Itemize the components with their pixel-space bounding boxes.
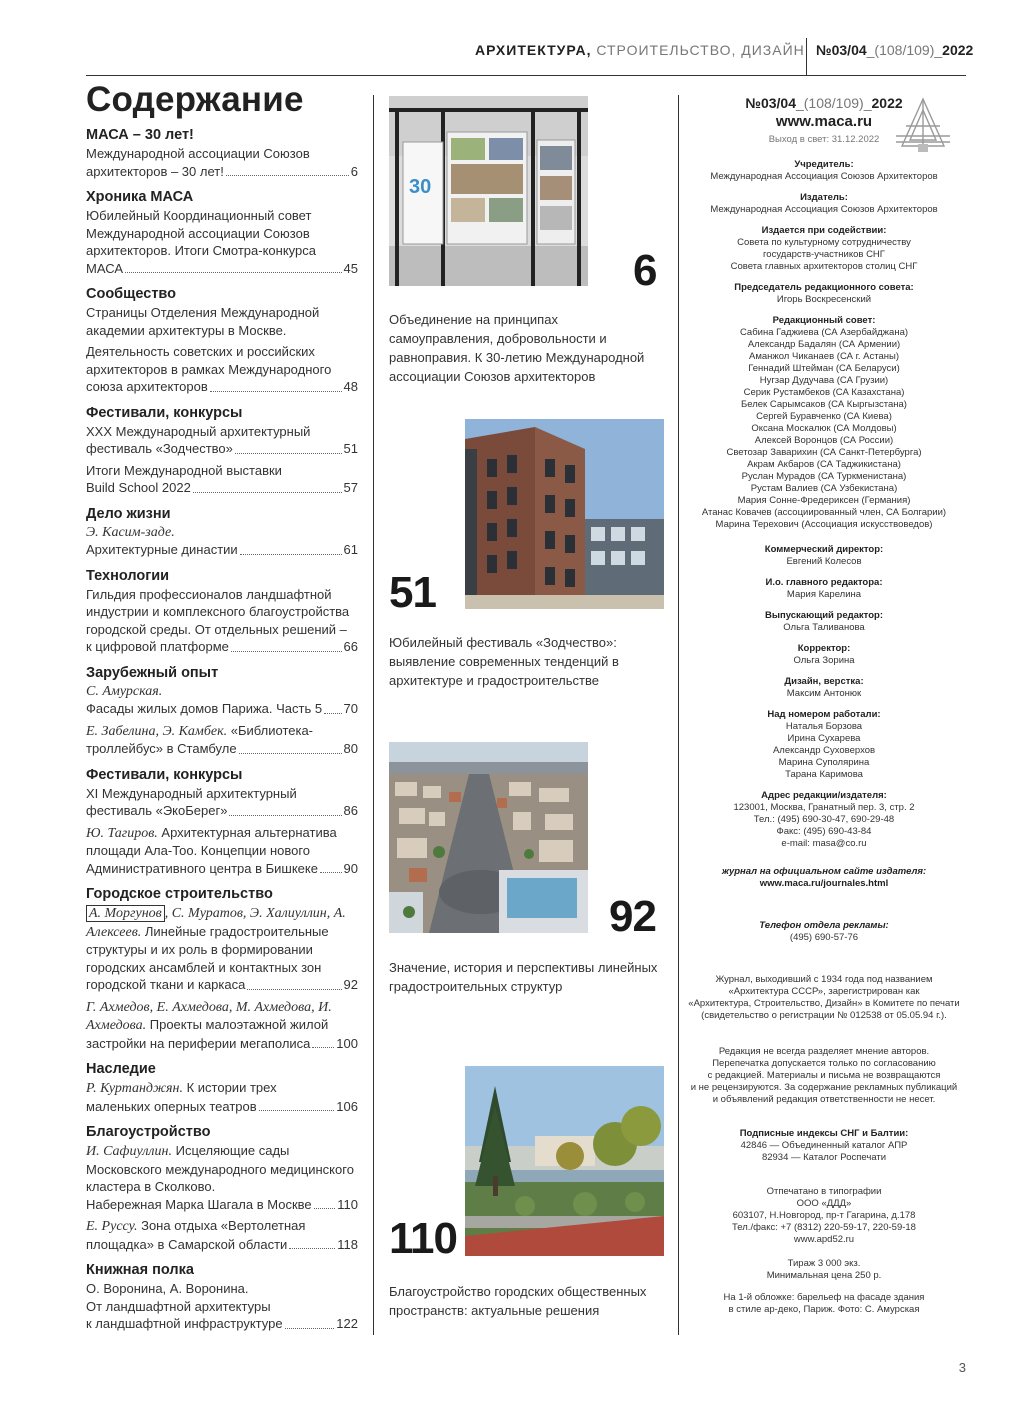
page-ref: 110 [337,1196,358,1212]
toc-section [86,126,358,180]
imprint [680,95,968,1316]
feature-page-number: 110 [389,1214,457,1263]
toc-entry[interactable]: Юбилейный Координационный совет Международной ассоциации Союзов архитекторов. Итоги Смотра-конкурса МАСА 45 [86,208,358,276]
imprint-block: Дизайн, верстка: Максим Антонюк [784,676,864,699]
imprint-website-link[interactable]: www.maca.ru [775,113,873,130]
toc-entry[interactable]: Э. Касим-заде. Архитектурные династии 61 [86,524,358,557]
imprint-date: Выход в свет: 31.12.2022 [768,134,880,145]
toc-entry[interactable]: И. Сафиуллин. Исцеляющие сады Московского международного медицинского кластера в Сколково. Набережная Марка Шагала в Москве 110 [86,1143,358,1212]
toc-entry[interactable]: Е. Руссу. Зона отдыха «Вертолетная площадка» в Самарской области 118 [86,1218,358,1252]
imprint-block: Председатель редакционного совета: Игорь Воскресенский [734,282,914,305]
imprint-block: Издатель: Международная Ассоциация Союзов Архитекторов [710,192,938,215]
printer-website-link[interactable]: www.apd52.ru [793,1234,855,1245]
toc-entry[interactable]: Международной ассоциации Союзов архитекторов – 30 лет! 6 [86,146,358,179]
toc-entry[interactable]: Гильдия профессионалов ландшафтной индустрии и комплексного благоустройства городской среды. От отдельных решений – к цифровой платформе 66 [86,586,358,654]
cover-credit: На 1-й обложке: барельеф на фасаде здания в стиле ар-деко, Париж. Фото: С. Амурская [723,1292,925,1315]
imprint-block: Над номером работали: Наталья Борзова Ирина Сухарева Александр Суховерхов Марина Суполярина Тарана Каримова [767,709,881,780]
toc-section [86,1261,358,1333]
page-ref: 92 [343,977,358,992]
section-heading: Городское строительство [86,886,273,902]
imprint-block: Коммерческий директор: Евгений Колесов [764,544,884,567]
toc-entry[interactable]: О. Воронина, А. Воронина. От ландшафтной архитектуры к ландшафтной инфраструктуре 122 [86,1281,358,1331]
header-rule [86,75,966,76]
feature-caption: Юбилейный фестиваль «Зодчество»: выявление современных тенденций в архитектуре и градостроительстве [389,635,619,688]
section-heading: Наследие [86,1061,156,1077]
toc-entry[interactable]: Итоги Международной выставки Build School 2022 57 [86,462,358,495]
toc-entry[interactable]: XXX Международный архитектурный фестиваль «Зодчество» 51 [86,423,358,456]
table-of-contents [86,80,358,1341]
column-divider-left [373,95,374,1335]
editorial-board: Редакционный совет: Сабина Гаджиева (СА Азербайджана) Александр Бадалян (СА Армении) Аманжол Чиканаев (СА г. Астаны) Геннадий Штейман (СА Беларуси) Нугзар Дудучава (СА Грузии) Серик Рустамбеков (СА Казахстана) Белек Сарымсаков (СА Кыргызстана) Сергей Буравченко (СА Киева) Оксана Москалюк (СА Молдовы) Алексей Воронцов (СА России) Светозар Заварихин (СА Санкт-Петербурга) Акрам Акбаров (СА Таджикистана) Руслан Мурадов (СА Туркменистана) Рустам Валиев (СА Узбекистана) Мария Сонне-Фредериксен (Германия) Атанас Ковачев (ассоциированный член, СА Болгарии) Марина Терехович (Ассоциация искусствоведов) [701,315,947,530]
section-heading: Дело жизни [86,505,171,522]
toc-section [86,188,358,277]
imprint-block: журнал на официальном сайте издателя: www.maca.ru/journales.html [680,866,968,890]
page-ref: 80 [343,741,358,756]
page-ref: 70 [343,701,358,716]
photo-aerial-city[interactable] [389,742,588,933]
toc-entry[interactable]: Р. Куртанджян. К истории трех маленьких оперных театров 106 [86,1080,358,1114]
page-ref: 122 [336,1316,358,1331]
toc-entry[interactable]: А. Моргунов , С. Муратов, Э. Халиуллин, А. Алексеев. Линейные градостроительные структуры и их роль в формировании городских ансамблей и контактных зон городской ткани и каркаса 92 [86,906,358,992]
page-ref: 118 [337,1236,358,1252]
imprint-address: Адрес редакции/издателя: 123001, Москва, Гранатный пер. 3, стр. 2 Тел.: (495) 690-30-47, 690-29-48 Факс: (495) 690-43-84 e-mail: masa@co.ru [680,790,968,850]
imprint-block: Корректор: Ольга Зорина [793,643,855,666]
imprint-block: Учредитель: Международная Ассоциация Союзов Архитекторов [710,159,938,182]
imprint-disclaimer: Редакция не всегда разделяет мнение авторов. Перепечатка допускается только по согласованию с редакцией. Материалы и письма не возвращаются и не рецензируются. За содержание рекламных публикаций и объявлений редакция ответственности не несет. [690,1046,958,1105]
page-ref: 6 [350,163,358,179]
toc-entry[interactable]: Г. Ахмедов, Е. Ахмедова, М. Ахмедова, И. Ахмедова. Проекты малоэтажной жилой застройки на периферии мегаполиса 100 [86,999,358,1051]
imprint-block: И.о. главного редактора: Мария Карелина [765,577,883,600]
page-ref: 61 [343,542,358,557]
toc-entry[interactable]: XI Международный архитектурный фестиваль «ЭкоБерег» 86 [86,785,358,818]
running-header: АРХИТЕКТУРА, СТРОИТЕЛЬСТВО, ДИЗАЙН [475,42,805,58]
toc-entry[interactable]: Ю. Тагиров. Архитектурная альтернатива площади Ала-Тоо. Концепции нового Административного центра в Бишкеке 90 [86,824,358,876]
email-link[interactable]: e-mail: masa@co.ru [781,838,867,849]
page-ref: 90 [343,860,358,876]
header-separator [806,38,807,76]
toc-section [86,505,358,559]
imprint-issue: №03/04_(108/109)_2022 [745,95,903,111]
poster-30-logo: 30 [409,176,432,198]
toc-entry[interactable]: Е. Забелина, Э. Камбек. «Библиотека- троллейбус» в Стамбуле 80 [86,722,358,756]
toc-entry[interactable]: Деятельность советских и российских архитекторов в рамках Международного союза архитекторов 48 [86,344,358,394]
page-ref: 48 [343,379,358,394]
section-heading: Фестивали, конкурсы [86,404,243,421]
toc-section [86,404,358,497]
page-ref: 66 [343,639,358,654]
feature-page-number: 51 [389,568,436,617]
section-heading: Хроника МАСА [86,189,194,205]
page-ref: 57 [343,480,358,495]
page-ref: 106 [336,1098,358,1114]
column-divider-right [678,95,679,1335]
imprint-printer: Отпечатано в типографии ООО «ДДД» 603107, Н.Новгород, пр-т Гагарина, д.178 Тел./факс: +7 (8312) 220-59-17, 220-59-18 www.apd52.ru [680,1186,968,1246]
section-heading: Зарубежный опыт [86,664,219,681]
imprint-block: Телефон отдела рекламы: (495) 690-57-76 [759,920,889,943]
page-ref: 51 [343,441,358,456]
photo-park[interactable] [465,1066,664,1256]
photo-brick-building[interactable] [465,419,664,609]
section-heading: Сообщество [86,286,176,302]
page-ref: 100 [336,1035,358,1051]
section-heading: Благоустройство [86,1124,211,1140]
imprint-block: Тираж 3 000 экз. Минимальная цена 250 р. [766,1258,882,1281]
toc-section [86,567,358,656]
page-ref: 45 [343,260,358,276]
page-ref: 86 [343,803,358,818]
section-heading: Фестивали, конкурсы [86,766,243,783]
section-heading: Книжная полка [86,1262,194,1278]
toc-title: Содержание [86,80,304,119]
park-illustration [465,1066,664,1256]
feature-page-number: 92 [609,892,656,941]
toc-section [86,766,358,878]
toc-section [86,285,358,396]
feature-page-number: 6 [633,246,657,295]
journal-url-link[interactable]: www.maca.ru/journales.html [759,878,889,889]
feature-caption: Значение, история и перспективы линейных градостроительных структур [389,960,658,994]
photo-exhibition[interactable] [389,96,588,286]
feature-caption: Объединение на принципах самоуправления, добровольности и равноправия. К 30-летию Международной ассоциации Союзов архитекторов [389,312,645,384]
toc-section [86,664,358,758]
header-issue: №03/04_(108/109)_2022 [816,42,974,58]
boxed-author: А. Моргунов [86,905,165,922]
feature-caption: Благоустройство городских общественных пространств: актуальные решения [389,1284,647,1318]
page-number: 3 [958,1360,966,1375]
toc-section [86,885,358,1052]
building-illustration [465,419,664,609]
section-heading: Технологии [86,567,170,584]
imprint-note: Журнал, выходивший с 1934 года под названием «Архитектура СССР», зарегистрирован как «Архитектура, Строительство, Дизайн» в Комитете по печати (свидетельство о регистрации № 012538 от 05.05.94 г.). [688,974,960,1021]
toc-entry[interactable]: Страницы Отделения Международной академии архитектуры в Москве. [86,305,320,338]
toc-section [86,1060,358,1115]
city-illustration [389,742,588,933]
toc-section [86,1123,358,1253]
toc-entry[interactable]: С. Амурская. Фасады жилых домов Парижа. Часть 5 70 [86,683,358,716]
imprint-block: Подписные индексы СНГ и Балтии: 42846 — Объединенный каталог АПР 82934 — Каталог Роспечати [739,1128,909,1163]
imprint-block: Выпускающий редактор: Ольга Таливанова [765,610,883,633]
imprint-block: Издается при содействии: Совета по культурному сотрудничеству государств-участников СНГ Совета главных архитекторов столиц СНГ [730,225,918,272]
section-heading: МАСА – 30 лет! [86,127,194,143]
